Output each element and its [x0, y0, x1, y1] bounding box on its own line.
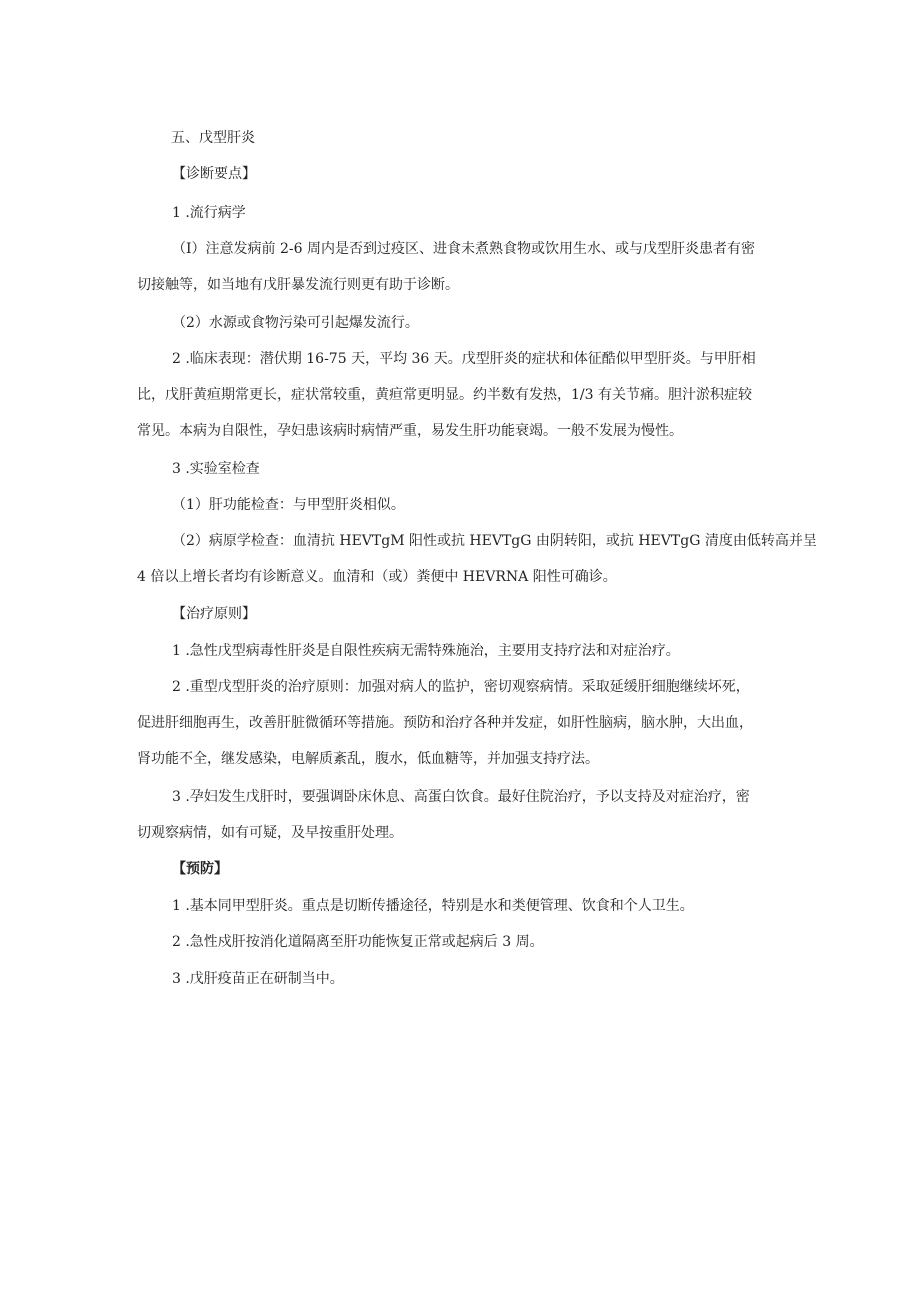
treatment-item-2-line-1: 2 .重型戊型肝炎的治疗原则：加强对病人的监护，密切观察病情。采取延缓肝细胞继续坏死， — [172, 679, 750, 695]
treatment-item-2-line-3: 肾功能不全，继发感染，电解质紊乱，腹水，低血糖等，并加强支持疗法。 — [137, 751, 599, 767]
diagnosis-item-1-title: 1 .流行病学 — [172, 205, 246, 221]
treatment-item-3-line-1: 3 .孕妇发生戊肝时，要强调卧床休息、高蛋白饮食。最好住院治疗，予以支持及对症治疗，密 — [172, 789, 750, 805]
diagnosis-item-2-line-3: 常见。本病为自限性，孕妇患该病时病情严重，易发生肝功能衰竭。一般不发展为慢性。 — [137, 423, 683, 439]
diagnosis-item-3-paragraph-2-line-2: 4 倍以上增长者均有诊断意义。血清和（或）粪便中 HEVRNA 阳性可确诊。 — [137, 569, 617, 585]
prevention-item-2: 2 .急性戍肝按消化道隔离至肝功能恢复正常或起病后 3 周。 — [172, 934, 544, 950]
diagnosis-item-1-paragraph-2: （2）水源或食物污染可引起爆发流行。 — [172, 315, 419, 331]
section-title: 五、戊型肝炎 — [171, 130, 255, 146]
diagnosis-item-1-paragraph-1-line-1: （I）注意发病前 2-6 周内是否到过疫区、进食未煮熟食物或饮用生水、或与戊型肝炎患者有密 — [172, 241, 755, 257]
prevention-heading: 【预防】 — [172, 861, 228, 877]
treatment-item-1: 1 .急性戊型病毒性肝炎是自限性疾病无需特殊施治，主要用支持疗法和对症治疗。 — [172, 643, 680, 659]
treatment-item-2-line-2: 促进肝细胞再生，改善肝脏微循环等措施。预防和治疗各种并发症，如肝性脑病，脑水肿，大出血， — [137, 715, 753, 731]
diagnosis-item-1-paragraph-1-line-2: 切接触等，如当地有戊肝暴发流行则更有助于诊断。 — [137, 277, 459, 293]
diagnosis-item-2-line-2: 比，戊肝黄疸期常更长，症状常较重，黄疸常更明显。约半数有发热，1/3 有关节痛。胆汁淤积症较 — [137, 387, 752, 403]
prevention-item-3: 3 .戊肝疫苗正在研制当中。 — [172, 971, 344, 987]
diagnosis-item-3-paragraph-2-line-1: （2）病原学检查：血清抗 HEVTgM 阳性或抗 HEVTgG 由阴转阳，或抗 HEVTgG 清度由低转高并呈 — [172, 533, 817, 549]
treatment-heading: 【治疗原则】 — [172, 606, 256, 622]
prevention-item-1: 1 .基本同甲型肝炎。重点是切断传播途径，特别是水和类便管理、饮食和个人卫生。 — [172, 898, 694, 914]
diagnosis-item-3-title: 3 .实验室检查 — [172, 461, 260, 477]
diagnosis-item-3-paragraph-1: （1）肝功能检查：与甲型肝炎相似。 — [172, 497, 405, 513]
diagnosis-heading: 【诊断要点】 — [172, 166, 256, 182]
treatment-item-3-line-2: 切观察病情，如有可疑，及早按重肝处理。 — [137, 825, 403, 841]
diagnosis-item-2-line-1: 2 .临床表现：潜伏期 16-75 天，平均 36 天。戊型肝炎的症状和体征酷似甲型肝炎。与甲肝相 — [172, 351, 756, 367]
